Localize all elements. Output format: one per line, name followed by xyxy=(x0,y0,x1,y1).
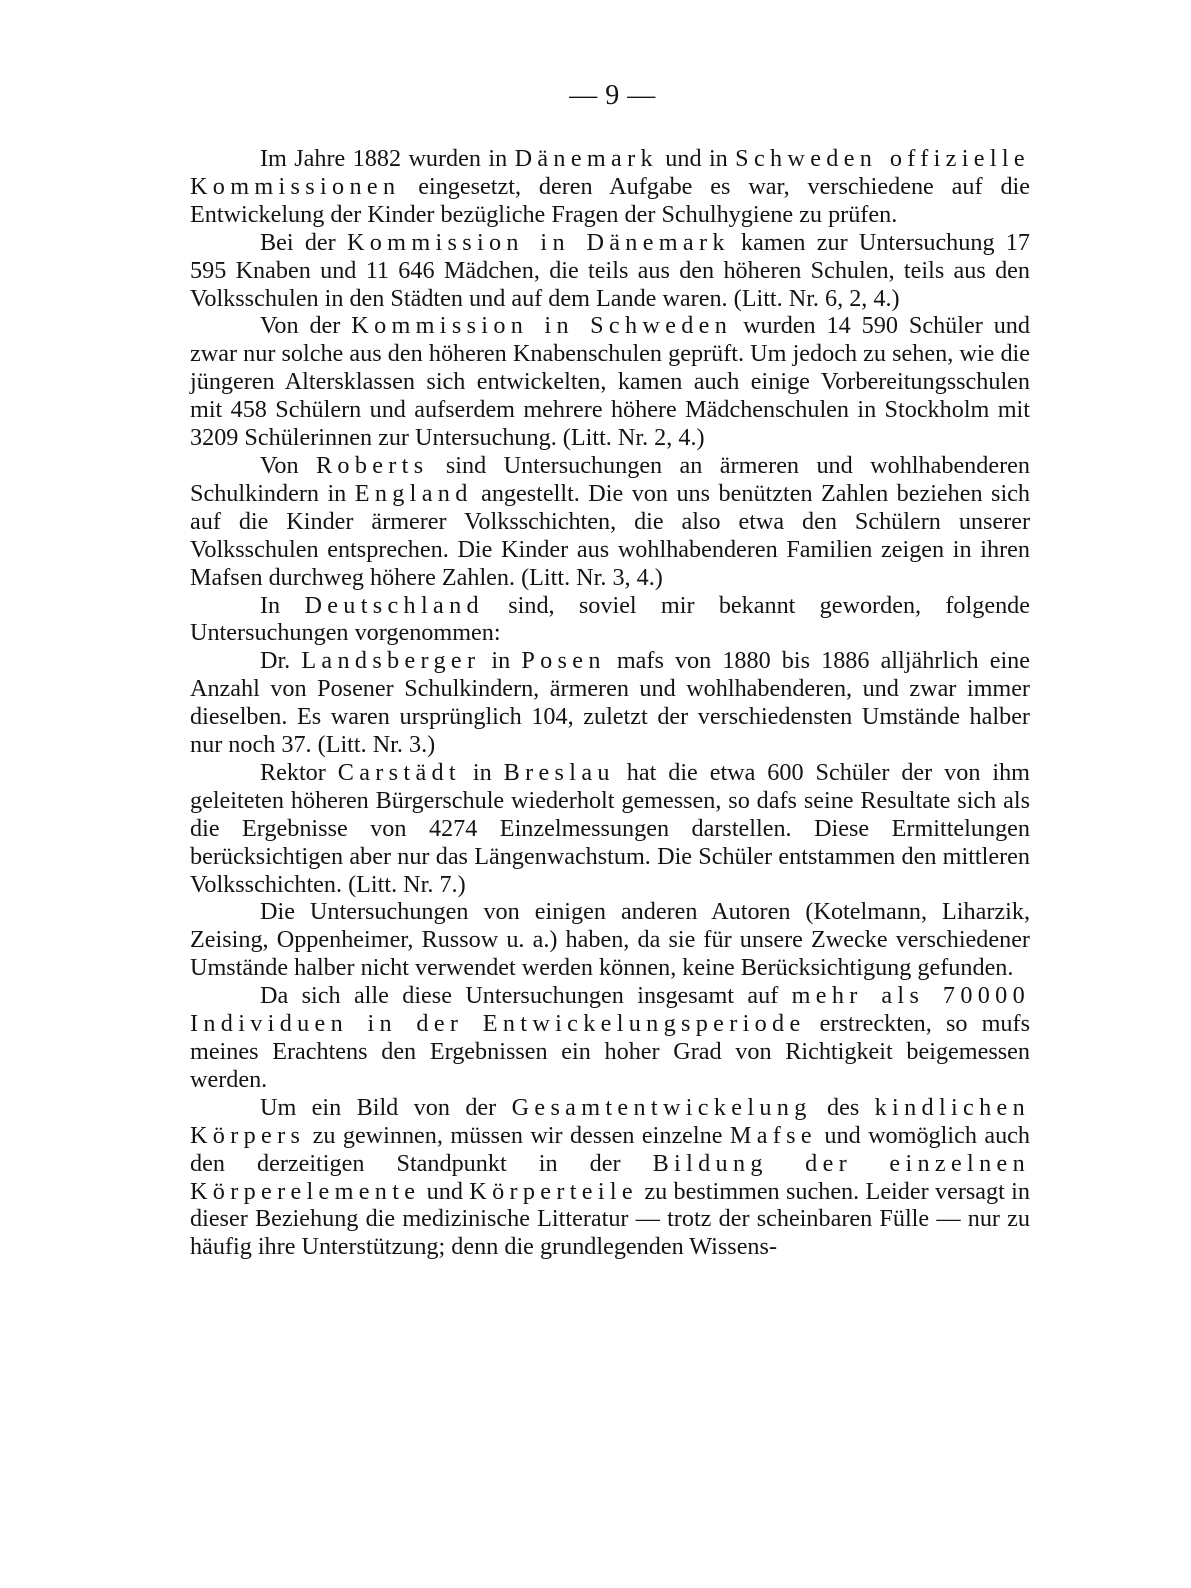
paragraph xyxy=(190,1094,1030,1261)
text-run: zu gewinnen, müssen wir dessen einzelne xyxy=(305,1121,730,1149)
emphasized-text: mehr als 70000 Individuen in der Entwickelungsperiode xyxy=(190,982,1030,1038)
emphasized-text: Landsberger xyxy=(301,647,481,675)
emphasized-text: Bildung der einzelnen Körperelemente xyxy=(190,1149,1030,1205)
text-run: Da sich alle diese Untersuchungen insgesamt auf xyxy=(260,982,792,1010)
text-run: in xyxy=(480,647,522,675)
emphasized-text: Kommission in Schweden xyxy=(351,312,733,340)
text-run: Von der xyxy=(260,312,352,340)
text-run: Um ein Bild von der xyxy=(260,1093,512,1121)
text-run: und xyxy=(420,1177,470,1205)
text-run: zu bestimmen suchen. Leider versagt in dieser Beziehung die medizinische Litteratur — trotz der scheinbaren Fülle — nur zu häufig ihre Unterstützung; denn die grundlegenden Wissens- xyxy=(190,1177,1030,1261)
text-run: Dr. xyxy=(260,647,302,675)
emphasized-text: England xyxy=(354,479,473,507)
text-run: in xyxy=(460,758,504,786)
text-run: hat die etwa 600 Schüler der von ihm geleiteten höheren Bürgerschule wiederholt gemessen, so dafs seine Resultate sich als die Ergebnisse von 4274 Einzelmessungen darstellen. Diese Ermittelungen berücksichtigen aber nur das Längenwachstum. Die Schüler entstammen den mittleren Volksschichten. (Litt. Nr. 7.) xyxy=(190,758,1030,898)
emphasized-text: Gesamtentwickelung xyxy=(511,1093,812,1121)
text-run: kamen zur Untersuchung 17 595 Knaben und 11 646 Mädchen, die teils aus den höheren Schulen, teils aus den Volksschulen in den Städten und auf dem Lande waren. (Litt. Nr. 6, 2, 4.) xyxy=(190,228,1030,312)
paragraph xyxy=(190,145,1030,229)
text-run: sind, soviel mir bekannt geworden, folgende Untersuchungen vorgenommen: xyxy=(190,591,1030,647)
emphasized-text: Carstädt xyxy=(337,758,461,786)
paragraph xyxy=(190,229,1030,313)
text-run: Von xyxy=(260,451,316,479)
text-run: Die Untersuchungen von einigen anderen Autoren (Kotelmann, Liharzik, Zeising, Oppenheimer, Russow u. a.) haben, da sie für unsere Zwecke verschiedener Umstände halber nicht verwendet werden können, keine Berücksichtigung gefunden. xyxy=(190,898,1030,982)
emphasized-text: Körperteile xyxy=(469,1177,638,1205)
emphasized-text: Posen xyxy=(521,647,606,675)
text-run: wurden 14 590 Schüler und zwar nur solche aus den höheren Knabenschulen geprüft. Um jedoch zu sehen, wie die jüngeren Altersklassen sich entwickelten, kamen auch einige Vorbereitungsschulen mit 458 Schülern und aufserdem mehrere höhere Mädchenschulen in Stockholm mit 3209 Schülerinnen zur Untersuchung. (Litt. Nr. 2, 4.) xyxy=(190,312,1030,452)
emphasized-text: Kommission in Dänemark xyxy=(346,228,730,256)
text-run: Rektor xyxy=(260,758,338,786)
text-run: In xyxy=(260,591,305,619)
paragraph xyxy=(190,982,1030,1094)
text-run: erstreckten, so mufs meines Erachtens den Ergebnissen ein hoher Grad von Richtigkeit beigemessen werden. xyxy=(190,1010,1030,1093)
text-run: Im Jahre 1882 wurden in xyxy=(260,145,515,172)
text-run: mafs von 1880 bis 1886 alljährlich eine Anzahl von Posener Schulkindern, ärmeren und wohlhabenderen, und zwar immer dieselben. Es waren ursprünglich 104, zuletzt der verschiedensten Umstände halber nur noch 37. (Litt. Nr. 3.) xyxy=(190,647,1030,759)
text-run: eingesetzt, deren Aufgabe es war, verschiedene auf die Entwickelung der Kinder bezügliche Fragen der Schulhygiene zu prüfen. xyxy=(190,172,1030,228)
paragraph xyxy=(190,452,1030,592)
paragraph xyxy=(190,312,1030,452)
paragraph xyxy=(190,759,1030,899)
page-number: — 9 — xyxy=(569,80,656,111)
emphasized-text: Dänemark xyxy=(514,145,658,172)
emphasized-text: Roberts xyxy=(315,451,429,479)
text-run: des xyxy=(811,1093,875,1121)
paragraph xyxy=(190,592,1030,648)
emphasized-text: Schweden offizielle Kommissionen xyxy=(190,145,1030,200)
emphasized-text: kindlichen Körpers xyxy=(190,1093,1030,1149)
text-run: und womöglich auch den derzeitigen Standpunkt in der xyxy=(190,1121,1030,1177)
text-run: und in xyxy=(657,145,736,172)
paragraph xyxy=(190,898,1030,982)
paragraph xyxy=(190,647,1030,759)
emphasized-text: Mafse xyxy=(729,1121,817,1149)
text-run: Bei der xyxy=(260,228,347,256)
text-run: sind Untersuchungen an ärmeren und wohlhabenderen Schulkindern in xyxy=(190,451,1030,507)
text-run: angestellt. Die von uns benützten Zahlen beziehen sich auf die Kinder ärmerer Volksschichten, die also etwa den Schülern unserer Volksschulen entsprechen. Die Kinder aus wohlhabenderen Familien zeigen in ihren Mafsen durchweg höhere Zahlen. (Litt. Nr. 3, 4.) xyxy=(190,479,1031,591)
emphasized-text: Deutschland xyxy=(304,591,484,619)
emphasized-text: Breslau xyxy=(503,758,615,786)
body-text xyxy=(190,145,1030,1261)
